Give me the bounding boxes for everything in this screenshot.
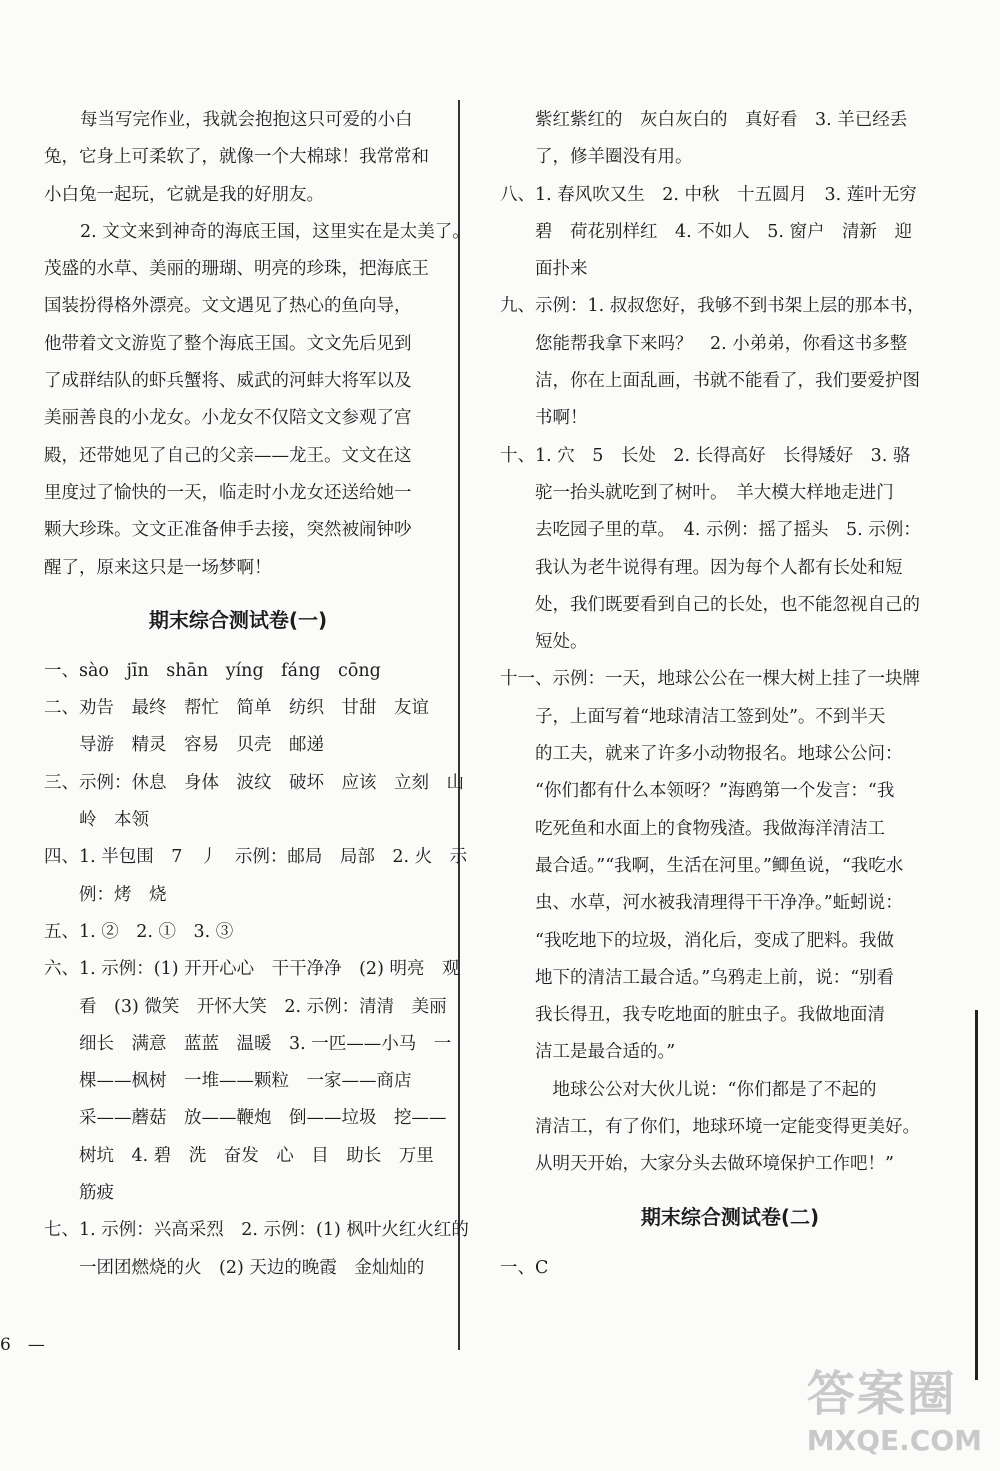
text-line: 驼一抬头就吃到了树叶。 羊大模大样地走进门 xyxy=(500,482,894,503)
text-line: 清洁工，有了你们，地球环境一定能变得更美好。 xyxy=(500,1117,920,1138)
left-column xyxy=(0,102,470,1287)
text-line: 您能帮我拿下来吗？ 2. 小弟弟，你看这书多整 xyxy=(500,333,908,354)
text-line: 五、1. ② 2. ① 3. ③ xyxy=(44,921,234,942)
text-line: 处，我们既要看到自己的长处，也不能忽视自己的 xyxy=(500,594,920,615)
answer-block xyxy=(468,288,1000,437)
text-line: 虫、水草，河水被我清理得干干净净。”蚯蚓说： xyxy=(500,893,903,914)
answer-block xyxy=(0,914,460,951)
text-line: 美丽善良的小龙女。小龙女不仅陪文文参观了宫 xyxy=(44,408,412,429)
text-line: 细长 满意 蓝蓝 温暖 3. 一匹——小马 一 xyxy=(44,1033,452,1054)
watermark-url: MXQE.COM xyxy=(806,1424,982,1457)
answer-block xyxy=(468,1072,1000,1184)
text-line: 2. 文文来到神奇的海底王国，这里实在是太美了。 xyxy=(80,221,470,242)
answer-block xyxy=(0,214,470,587)
text-line: 树坑 4. 碧 洗 奋发 心 目 助长 万里 xyxy=(44,1145,434,1166)
text-line: 地球公公对大伙儿说：“你们都是了不起的 xyxy=(500,1079,877,1100)
text-line: 紫红紫红的 灰白灰白的 真好看 3. 羊已经丢 xyxy=(500,110,908,130)
watermark xyxy=(807,1355,982,1457)
text-line: 一团团燃烧的火 (2) 天边的晚霞 金灿灿的 xyxy=(44,1257,425,1278)
answer-block xyxy=(0,765,464,840)
text-line: 棵——枫树 一堆——颗粒 一家——商店 xyxy=(44,1071,412,1092)
text-line: 每当写完作业，我就会抱抱这只可爱的小白 xyxy=(80,110,413,130)
answer-block xyxy=(0,102,460,214)
text-line: 一、C xyxy=(500,1257,549,1278)
text-line: 从明天开始，大家分头去做环境保护工作吧！” xyxy=(500,1154,894,1175)
text-line: 颗大珍珠。文文正准备伸手去接，突然被闹钟吵 xyxy=(44,520,412,541)
text-line: 子，上面写着“地球清洁工签到处”。不到半天 xyxy=(500,706,886,727)
text-line: 采——蘑菇 放——鞭炮 倒——垃圾 挖—— xyxy=(44,1108,447,1129)
answer-block xyxy=(0,690,460,765)
watermark-logo-text: 答案圈 xyxy=(806,1366,957,1422)
text-line: 书啊！ xyxy=(500,408,588,429)
answer-block xyxy=(0,839,468,914)
text-line: 最合适。”“我啊，生活在河里。”鲫鱼说，“我吃水 xyxy=(500,855,904,876)
text-line: 一、sào jīn shān yíng fáng cōng xyxy=(44,660,381,681)
answer-block xyxy=(468,102,1000,177)
text-line: 里度过了愉快的一天，临走时小龙女还送给她一 xyxy=(44,482,412,503)
text-line: 导游 精灵 容易 贝壳 邮递 xyxy=(44,735,324,756)
text-line: 国装扮得格外漂亮。文文遇见了热心的鱼向导， xyxy=(44,296,412,317)
answer-block xyxy=(0,653,460,690)
text-line: 去吃园子里的草。 4. 示例：摇了摇头 5. 示例： xyxy=(500,520,921,541)
text-line: 小白兔一起玩，它就是我的好朋友。 xyxy=(44,184,324,205)
text-line: 了，修羊圈没有用。 xyxy=(500,147,693,168)
text-line: 醒了，原来这只是一场梦啊！ xyxy=(44,557,272,578)
text-line: 洁，你在上面乱画，书就不能看了，我们要爱护图 xyxy=(500,371,920,392)
text-line: “我吃地下的垃圾，消化后，变成了肥料。我做 xyxy=(500,930,894,951)
text-line: 了成群结队的虾兵蟹将、威武的河蚌大将军以及 xyxy=(44,371,412,392)
text-line: “你们都有什么本领呀？”海鸥第一个发言：“我 xyxy=(500,781,895,802)
answer-block xyxy=(468,177,1000,289)
right-column xyxy=(468,102,1000,1287)
text-line: 二、劝告 最终 帮忙 简单 纺织 甘甜 友谊 xyxy=(44,698,429,719)
section-heading: 期末综合测试卷(一) xyxy=(148,607,328,632)
answer-block xyxy=(0,951,460,1212)
text-line: 的工夫，就来了许多小动物报名。地球公公问： xyxy=(500,744,903,765)
text-line: 例：烤 烧 xyxy=(44,884,167,905)
text-line: 筋疲 xyxy=(44,1183,114,1204)
text-line: 岭 本领 xyxy=(44,810,149,831)
answer-block xyxy=(468,661,1000,1071)
text-line: 洁工是最合适的。” xyxy=(500,1042,676,1063)
text-line: 八、1. 春风吹又生 2. 中秋 十五圆月 3. 莲叶无穷 xyxy=(500,184,917,205)
text-line: 看 (3) 微笑 开怀大笑 2. 示例：清清 美丽 xyxy=(44,996,447,1017)
text-line: 十、1. 穴 5 长处 2. 长得高好 长得矮好 3. 骆 xyxy=(500,445,911,466)
text-line: 吃死鱼和水面上的食物残渣。我做海洋清洁工 xyxy=(500,818,885,839)
section-heading: 期末综合测试卷(二) xyxy=(640,1204,820,1229)
text-line: 我认为老牛说得有理。因为每个人都有长处和短 xyxy=(500,557,903,578)
answer-block xyxy=(468,438,1000,662)
page-number: 6 — xyxy=(0,1335,45,1355)
text-line: 十一、示例：一天，地球公公在一棵大树上挂了一块牌 xyxy=(500,669,920,690)
text-line: 地下的清洁工最合适。”乌鸦走上前，说：“别看 xyxy=(500,967,895,988)
text-line: 短处。 xyxy=(500,632,588,653)
answer-block xyxy=(0,1212,469,1287)
text-line: 九、示例：1. 叔叔您好，我够不到书架上层的那本书， xyxy=(500,296,925,317)
text-line: 殿，还带她见了自己的父亲——龙王。文文在这 xyxy=(44,445,412,466)
answer-block xyxy=(468,1250,1000,1287)
text-line: 面扑来 xyxy=(500,259,588,280)
text-line: 他带着文文游览了整个海底王国。文文先后见到 xyxy=(44,333,412,354)
text-line: 我长得丑，我专吃地面的脏虫子。我做地面清 xyxy=(500,1005,885,1026)
text-line: 四、1. 半包围 7 丿 示例：邮局 局部 2. 火 示 xyxy=(44,847,468,868)
text-line: 七、1. 示例：兴高采烈 2. 示例：(1) 枫叶火红火红的 xyxy=(44,1220,469,1241)
text-line: 碧 荷花别样红 4. 不如人 5. 窗户 清新 迎 xyxy=(500,221,913,242)
text-line: 兔，它身上可柔软了，就像一个大棉球！我常常和 xyxy=(44,147,429,168)
text-line: 茂盛的水草、美丽的珊瑚、明亮的珍珠，把海底王 xyxy=(44,259,429,280)
text-line: 三、示例：休息 身体 波纹 破坏 应该 立刻 山 xyxy=(44,772,464,793)
text-line: 六、1. 示例：(1) 开开心心 干干净净 (2) 明亮 观 xyxy=(44,959,460,980)
